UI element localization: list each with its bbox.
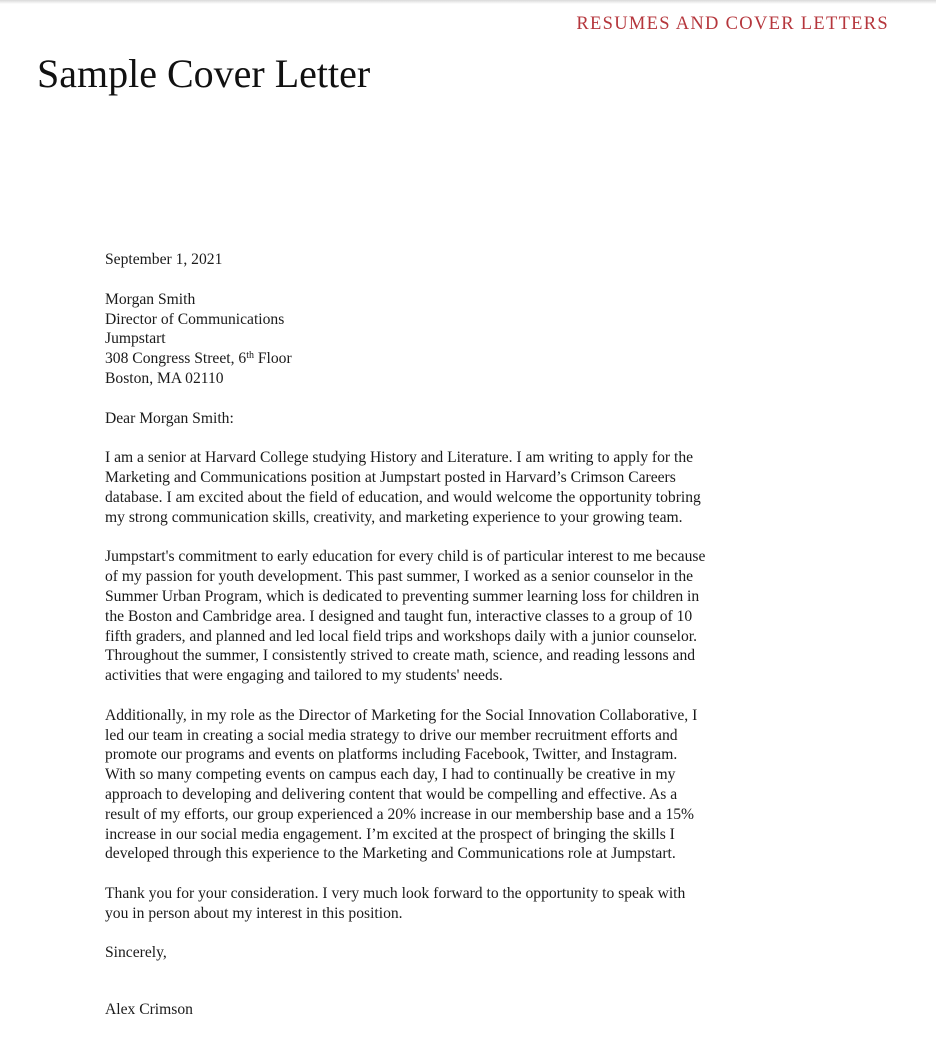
recipient-name: Morgan Smith: [105, 290, 196, 308]
recipient-street: [105, 349, 825, 369]
floor-ordinal-suffix: th: [246, 350, 254, 362]
paragraph-line: result of my efforts, our group experienced a 20% increase in our membership base and a 15%: [105, 805, 695, 823]
letter-closing: Sincerely,: [105, 944, 167, 962]
cover-letter-body: [105, 250, 825, 1020]
paragraph-line: fifth graders, and planned and led local field trips and workshops daily with a junior counselor.: [105, 627, 697, 645]
paragraph-line: led our team in creating a social media strategy to drive our member recruitment efforts and: [105, 726, 678, 744]
paragraph-line: Thank you for your consideration. I very much look forward to the opportunity to speak with: [105, 884, 686, 902]
paragraph-line: With so many competing events on campus each day, I had to continually be creative in my: [105, 766, 676, 784]
paragraph-line: the Boston and Cambridge area. I designed and taught fun, interactive classes to a group of 10: [105, 607, 693, 625]
page-top-shadow: [0, 0, 936, 4]
recipient-city: Boston, MA 02110: [105, 369, 224, 387]
signature-name: Alex Crimson: [105, 1001, 193, 1019]
page-title: Sample Cover Letter: [37, 51, 371, 96]
recipient-address-block: [105, 290, 825, 389]
salutation: Dear Morgan Smith:: [105, 409, 234, 427]
paragraph-line: Marketing and Communications position at Jumpstart posted in Harvard’s Crimson Careers: [105, 469, 676, 487]
letter-date: September 1, 2021: [105, 251, 223, 268]
paragraph-line: database. I am excited about the field of education, and would welcome the opportunity tobring: [105, 488, 701, 506]
street-number: 308 Congress Street, 6: [105, 350, 247, 368]
paragraph-line: you in person about my interest in this position.: [105, 904, 403, 922]
paragraph-line: Additionally, in my role as the Director of Marketing for the Social Innovation Collaborative, I: [105, 706, 698, 724]
paragraph-line: of my passion for youth development. This past summer, I worked as a senior counselor in the: [105, 568, 694, 586]
paragraph-marketing: [105, 706, 825, 864]
paragraph-line: Throughout the summer, I consistently strived to create math, science, and reading lessons and: [105, 647, 696, 665]
recipient-organization: Jumpstart: [105, 330, 166, 348]
paragraph-line: Summer Urban Program, which is dedicated to preventing summer learning loss for children in: [105, 587, 700, 605]
paragraph-line: my strong communication skills, creativity, and marketing experience to your growing team.: [105, 508, 683, 526]
paragraph-intro: [105, 448, 825, 527]
paragraph-line: I am a senior at Harvard College studying History and Literature. I am writing to apply for the: [105, 449, 694, 467]
paragraph-line: promote our programs and events on platforms including Facebook, Twitter, and Instagram.: [105, 746, 678, 764]
paragraph-line: approach to developing and delivering content that would be compelling and effective. As a: [105, 785, 678, 803]
recipient-position: Director of Communications: [105, 310, 285, 328]
paragraph-experience: [105, 547, 825, 686]
paragraph-line: Jumpstart's commitment to early education for every child is of particular interest to me because: [105, 548, 706, 566]
paragraph-line: developed through this experience to the Marketing and Communications role at Jumpstart.: [105, 845, 676, 863]
paragraph-closing: [105, 884, 825, 924]
section-label: RESUMES AND COVER LETTERS: [576, 14, 889, 34]
paragraph-line: activities that were engaging and tailored to my students' needs.: [105, 667, 503, 685]
street-floor: Floor: [253, 350, 292, 368]
paragraph-line: increase in our social media engagement. I’m excited at the prospect of bringing the skills I: [105, 825, 675, 843]
